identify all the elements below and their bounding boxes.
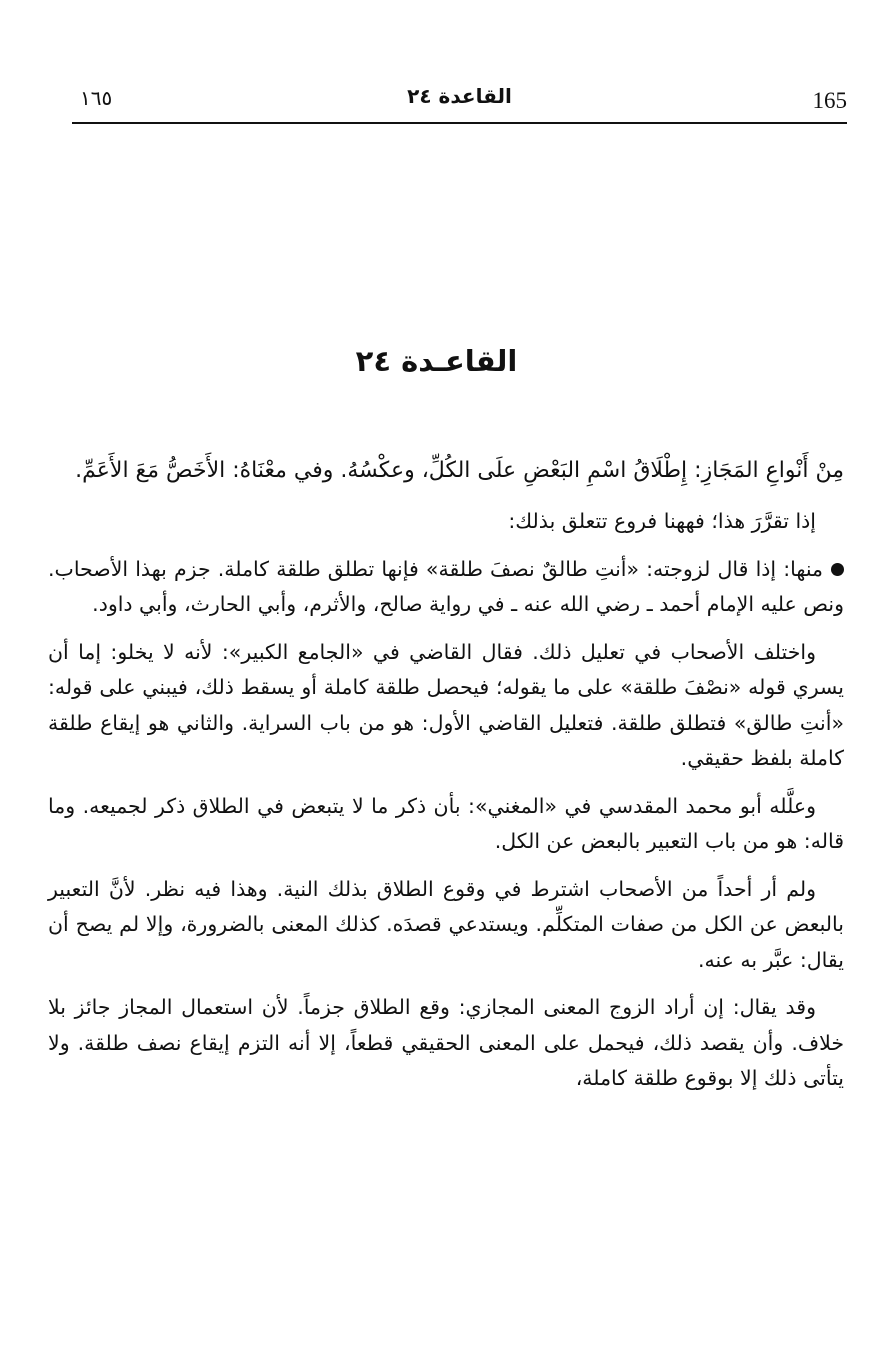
paragraph-majaz: وقد يقال: إن أراد الزوج المعنى المجازي: وقع الطلاق جزماً. لأن استعمال المجاز جائز بلا خلاف. وأن يقصد ذلك، فيحمل على المعنى الحقيقي قطعاً، إلا أنه التزم إيقاع نصف طلقة. ولا يتأتى ذلك إلا بوقوع طلقة كاملة، [48,995,844,1090]
page-number-arabic: ١٦٥ [80,86,113,110]
chapter-title: القاعـدة ٢٤ [355,344,518,378]
paragraph-branch-1-text: منها: إذا قال لزوجته: «أنتِ طالقٌ نصفَ طلقة» فإنها تطلق طلقة كاملة. جزم بهذا الأصحاب. ونص عليه الإمام أحمد ـ رضي الله عنه ـ في رواية صالح، والأثرم، وأبي الحارث، وأبي داود. [48,556,844,616]
running-header [72,82,847,124]
running-title: القاعدة ٢٤ [407,84,512,108]
body-text [48,452,844,1109]
paragraph-mughni: وعلَّله أبو محمد المقدسي في «المغني»: بأن ذكر ما لا يتبعض في الطلاق ذكر لجميعه. وما قاله: هو من باب التعبير بالبعض عن الكل. [48,793,844,853]
paragraph-intention: ولم أر أحداً من الأصحاب اشترط في وقوع الطلاق بذلك النية. وهذا فيه نظر. لأنَّ التعبير بالبعض عن الكل من صفات المتكلِّم. ويستدعي قصدَه. كذلك المعنى بالضرورة، وإلا لم يصح أن يقال: عبَّر به عنه. [48,876,844,972]
rule-statement: مِنْ أَنْواعِ المَجَازِ: إِطْلَاقُ اسْمِ البَعْضِ علَى الكُلِّ، وعكْسُهُ. وفي معْنَاهُ: الأَخَصُّ مَعَ الأَعَمِّ. [75,458,844,483]
page-number-latin: 165 [812,88,847,113]
paragraph-reasoning: واختلف الأصحاب في تعليل ذلك. فقال القاضي في «الجامع الكبير»: لأنه لا يخلو: إما أن يسري قوله «نصْفَ طلقة» على ما يقوله؛ فيحصل طلقة كاملة أو يسقط ذلك، فيبني على قوله: «أنتِ طالق» فتطلق طلقة. فتعليل القاضي الأول: هو من باب السراية. والثاني هو إيقاع طلقة كاملة بلفظ حقيقي. [48,639,844,770]
paragraph-branch-1 [48,552,844,623]
paragraph-intro: إذا تقرَّرَ هذا؛ فههنا فروع تتعلق بذلك: [508,509,816,533]
bullet-icon [831,563,844,576]
